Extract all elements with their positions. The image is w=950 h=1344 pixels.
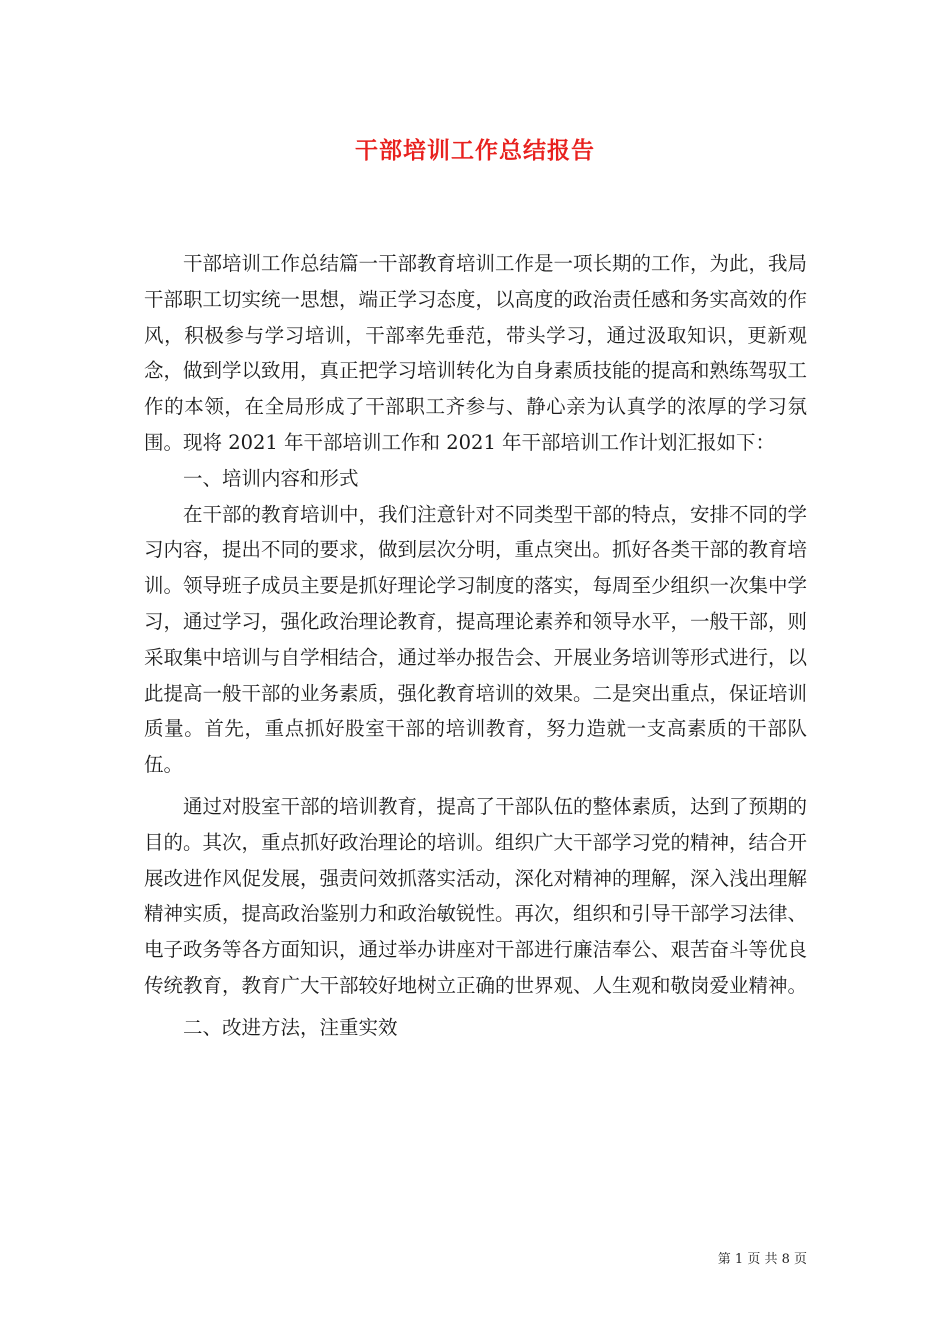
page-number-footer: 第 1 页 共 8 页 (717, 1252, 807, 1267)
section-heading-2: 二、改进方法，注重实效 (183, 1015, 398, 1039)
document-title: 干部培训工作总结报告 (355, 137, 595, 164)
document-body (144, 246, 807, 1046)
paragraph-intro: 干部培训工作总结篇一干部教育培训工作是一项长期的工作，为此，我局干部职工切实统一思想，端正学习态度，以高度的政治责任感和务实高效的作风，积极参与学习培训，干部率先垂范，带头学习，通过汲取知识，更新观念，做到学以致用，真正把学习培训转化为自身素质技能的提高和熟练驾驭工作的本领，在全局形成了干部职工齐参与、静心亲为认真学的浓厚的学习氛围。现将 2021 年干部培训工作和 2021 年干部培训工作计划汇报如下： (144, 252, 808, 454)
paragraph-training-effect: 通过对股室干部的培训教育，提高了干部队伍的整体素质，达到了预期的目的。其次，重点抓好政治理论的培训。组织广大干部学习党的精神，结合开展改进作风促发展，强责问效抓落实活动，深化对精神的理解，深入浅出理解精神实质，提高政治鉴别力和政治敏锐性。再次，组织和引导干部学习法律、电子政务等各方面知识，通过举办讲座对干部进行廉洁奉公、艰苦奋斗等优良传统教育，教育广大干部较好地树立正确的世界观、人生观和敬岗爱业精神。 (144, 794, 808, 997)
paragraph-training-content: 在干部的教育培训中，我们注意针对不同类型干部的特点，安排不同的学习内容，提出不同的要求，做到层次分明，重点突出。抓好各类干部的教育培训。领导班子成员主要是抓好理论学习制度的落实，每周至少组织一次集中学习，通过学习，强化政治理论教育，提高理论素养和领导水平，一般干部，则采取集中培训与自学相结合，通过举办报告会、开展业务培训等形式进行，以此提高一般干部的业务素质，强化教育培训的效果。二是突出重点，保证培训质量。首先，重点抓好股室干部的培训教育，努力造就一支高素质的干部队伍。 (144, 502, 808, 777)
section-heading-1: 一、培训内容和形式 (183, 466, 359, 490)
